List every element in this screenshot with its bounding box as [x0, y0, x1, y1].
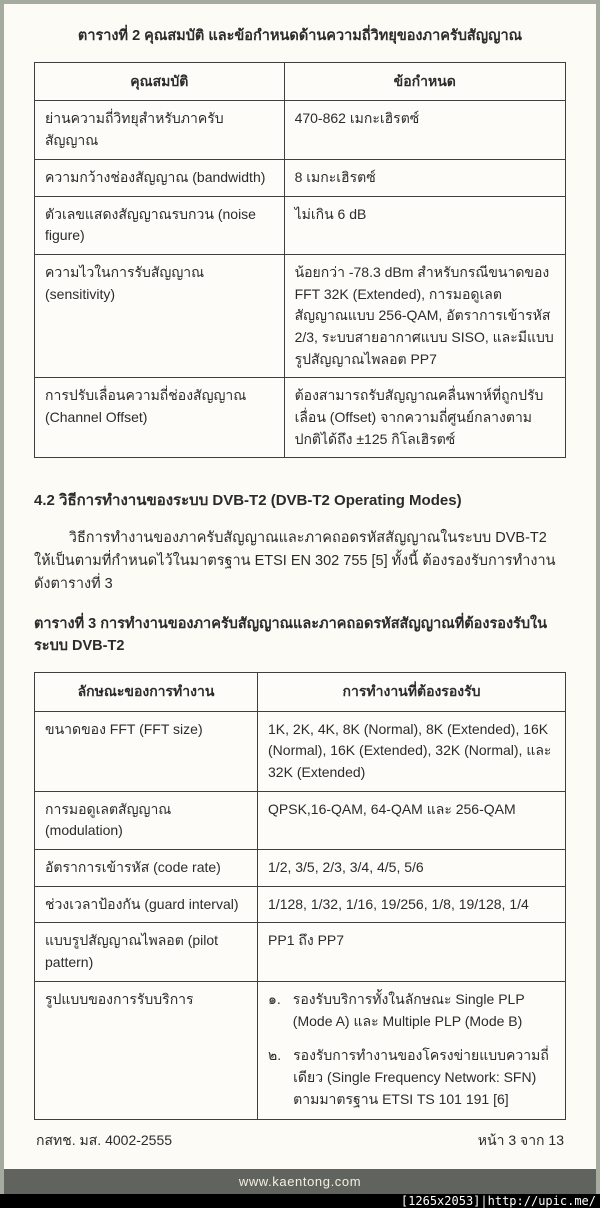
table2-header-property: คุณสมบัติ	[35, 62, 285, 101]
page-number: หน้า 3 จาก 13	[477, 1132, 564, 1149]
table3-operating-modes	[34, 672, 566, 1120]
spec-cell: ต้องสามารถรับสัญญาณคลื่นพาห์ที่ถูกปรับเลื่อน (Offset) จากความถี่ศูนย์กลางตามปกติได้ถึง ±125 กิโลเฮิรตซ์	[284, 378, 565, 458]
table-row	[35, 196, 566, 254]
table-row	[35, 378, 566, 458]
table-row	[35, 886, 566, 923]
characteristic-cell: ช่วงเวลาป้องกัน (guard interval)	[35, 886, 258, 923]
supported-cell: 1/128, 1/32, 1/16, 19/256, 1/8, 19/128, 1/4	[258, 886, 566, 923]
watermark-bar	[4, 1169, 596, 1194]
table3-header-characteristic: ลักษณะของการทำงาน	[35, 672, 258, 711]
image-host-bar	[0, 1194, 600, 1208]
property-cell: ความไวในการรับสัญญาณ (sensitivity)	[35, 254, 285, 377]
characteristic-cell: รูปแบบของการรับบริการ	[35, 981, 258, 1119]
table-row	[35, 711, 566, 791]
spec-cell: น้อยกว่า -78.3 dBm สำหรับกรณีขนาดของ FFT 32K (Extended), การมอดูเลตสัญญาณแบบ 256-QAM, อัตราการเข้ารหัส 2/3, ระบบสายอากาศแบบ SISO, และมีแบบรูปสัญญาณไพลอต PP7	[284, 254, 565, 377]
table-row	[35, 254, 566, 377]
watermark-site-text: www.kaentong.com	[238, 1174, 362, 1190]
supported-cell: 1/2, 3/5, 2/3, 3/4, 4/5, 5/6	[258, 850, 566, 887]
section-heading-4-2: 4.2 วิธีการทำงานของระบบ DVB-T2 (DVB-T2 Operating Modes)	[34, 492, 462, 510]
table-row	[35, 850, 566, 887]
characteristic-cell: ขนาดของ FFT (FFT size)	[35, 711, 258, 791]
table-row	[35, 101, 566, 159]
table3-header-row	[35, 672, 566, 711]
list-item-text: รองรับบริการทั้งในลักษณะ Single PLP (Mode A) และ Multiple PLP (Mode B)	[292, 990, 525, 1029]
table2-header-row	[35, 62, 566, 101]
property-cell: ตัวเลขแสดงสัญญาณรบกวน (noise figure)	[35, 196, 285, 254]
list-item	[268, 989, 555, 1032]
list-item-number: ๒.	[268, 1047, 282, 1064]
document-reference: กสทช. มส. 4002-2555	[36, 1132, 173, 1149]
table-row	[35, 923, 566, 981]
list-item-number: ๑.	[268, 990, 281, 1007]
list-item	[268, 1045, 555, 1110]
table3-caption: ตารางที่ 3 การทำงานของภาครับสัญญาณและภาคถอดรหัสสัญญาณที่ต้องรองรับในระบบ DVB-T2	[34, 616, 548, 655]
supported-cell: QPSK,16-QAM, 64-QAM และ 256-QAM	[258, 791, 566, 849]
list-item-text: รองรับการทำงานของโครงข่ายแบบความถี่เดียว (Single Frequency Network: SFN) ตามมาตรฐาน ETSI TS 101 191 [6]	[293, 1047, 549, 1107]
spec-cell: 8 เมกะเฮิรตซ์	[284, 159, 565, 196]
supported-cell	[258, 981, 566, 1119]
spec-cell: 470-862 เมกะเฮิรตซ์	[284, 101, 565, 159]
spec-cell: ไม่เกิน 6 dB	[284, 196, 565, 254]
image-host-text: [1265x2053]|http://upic.me/	[400, 1194, 596, 1208]
table2-caption: ตารางที่ 2 คุณสมบัติ และข้อกำหนดด้านความถี่วิทยุของภาครับสัญญาณ	[77, 28, 523, 44]
characteristic-cell: การมอดูเลตสัญญาณ (modulation)	[35, 791, 258, 849]
section-paragraph: วิธีการทำงานของภาครับสัญญาณและภาคถอดรหัสสัญญาณในระบบ DVB-T2 ให้เป็นตามที่กำหนดไว้ในมาตรฐาน ETSI EN 302 755 [5] ทั้งนี้ ต้องรองรับการทำงานดังตารางที่ 3	[34, 529, 556, 593]
table-row	[35, 791, 566, 849]
table-row	[35, 159, 566, 196]
table3-header-supported: การทำงานที่ต้องรองรับ	[258, 672, 566, 711]
table2-rf-specs	[34, 62, 566, 459]
characteristic-cell: แบบรูปสัญญาณไพลอต (pilot pattern)	[35, 923, 258, 981]
property-cell: การปรับเลื่อนความถี่ช่องสัญญาณ (Channel Offset)	[35, 378, 285, 458]
table-row	[35, 981, 566, 1119]
property-cell: ความกว้างช่องสัญญาณ (bandwidth)	[35, 159, 285, 196]
property-cell: ย่านความถี่วิทยุสำหรับภาครับสัญญาณ	[35, 101, 285, 159]
table2-header-spec: ข้อกำหนด	[284, 62, 565, 101]
supported-cell: PP1 ถึง PP7	[258, 923, 566, 981]
characteristic-cell: อัตราการเข้ารหัส (code rate)	[35, 850, 258, 887]
supported-cell: 1K, 2K, 4K, 8K (Normal), 8K (Extended), 16K (Normal), 16K (Extended), 32K (Normal), และ 32K (Extended)	[258, 711, 566, 791]
